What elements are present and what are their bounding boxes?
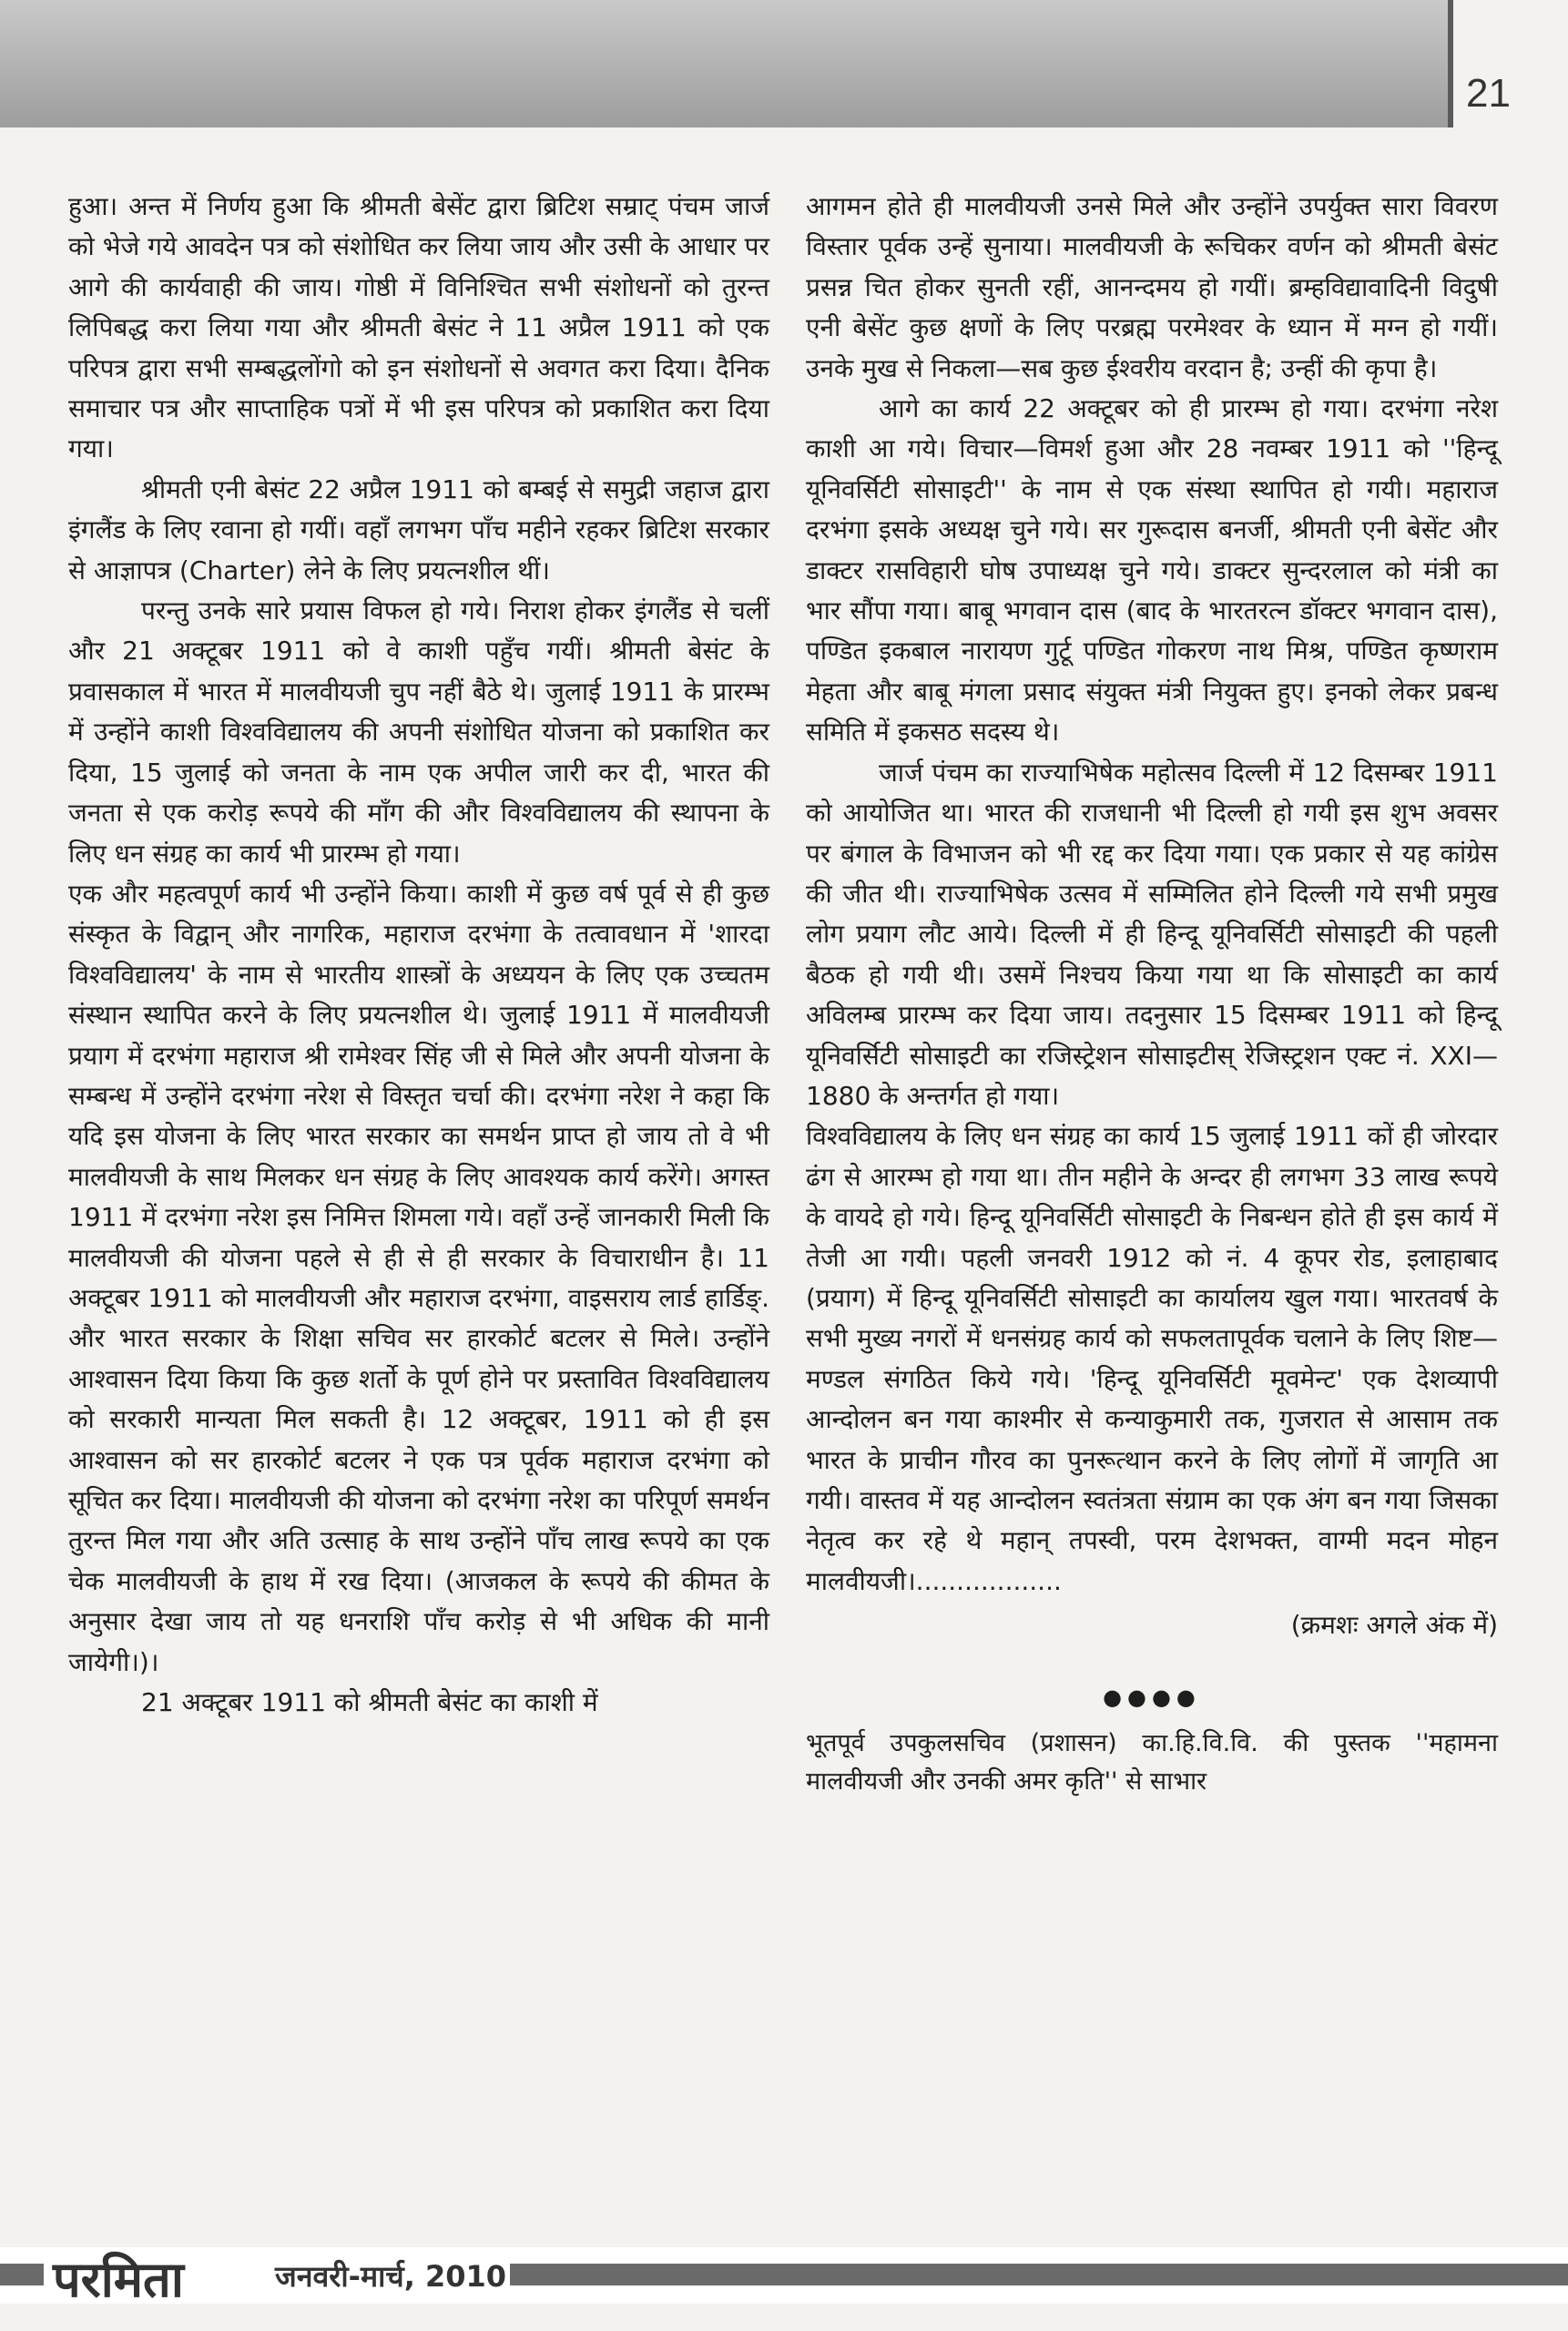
paragraph: विश्वविद्यालय के लिए धन संग्रह का कार्य 15 जुलाई 1911 कों ही जोरदार ढंग से आरम्भ हो गया था। तीन महीने के अन्दर ही लगभग 33 लाख रूपये के वायदे हो गये। हिन्दू यूनिवर्सिटी सोसाइटी के निबन्धन होते ही इस कार्य में तेजी आ गयी। पहली जनवरी 1912 को नं. 4 कूपर रोड, इलाहाबाद (प्रयाग) में हिन्दू यूनिवर्सिटी सोसाइटी का कार्यालय खुल गया। भारतवर्ष के सभी मुख्य नगरों में धनसंग्रह कार्य को सफलतापूर्वक चलाने के लिए शिष्ट—मण्डल संगठित किये गये। 'हिन्दू यूनिवर्सिटी मूवमेन्ट' एक देशव्यापी आन्दोलन बन गया काश्मीर से कन्याकुमारी तक, गुजरात से आसाम तक भारत के प्राचीन गौरव का पुनरूत्थान करने के लिए लोगों में जागृति आ गयी। वास्तव में यह आन्दोलन स्वतंत्रता संग्राम का एक अंग बन गया जिसका नेतृत्व कर रहे थे महान् तपस्वी, परम देशभक्त, वाग्मी मदन मोहन मालवीयजी।..................	[806, 1121, 1498, 1596]
paragraph: जार्ज पंचम का राज्याभिषेक महोत्सव दिल्ली में 12 दिसम्बर 1911 को आयोजित था। भारत की राजधानी भी दिल्ली हो गयी इस शुभ अवसर पर बंगाल के विभाजन को भी रद्द कर दिया गया। एक प्रकार से यह कांग्रेस की जीत थी। राज्याभिषेक उत्सव में सम्मिलित होने दिल्ली गये सभी प्रमुख लोग प्रयाग लौट आये। दिल्ली में ही हिन्दू यूनिवर्सिटी सोसाइटी की पहली बैठक हो गयी थी। उसमें निश्चय किया गया था कि सोसाइटी का कार्य अविलम्ब प्रारम्भ कर दिया जाय। तदनुसार 15 दिसम्बर 1911 को हिन्दू यूनिवर्सिटी सोसाइटी का रजिस्ट्रेशन सोसाइटीस् रेजिस्ट्रशन एक्ट नं. XXI—1880 के अन्तर्गत हो गया।	[806, 757, 1498, 1111]
continued-note: (क्रमशः अगले अंक में)	[1290, 1610, 1498, 1641]
section-separator: ●●●●	[1103, 1684, 1201, 1710]
paragraph: श्रीमती एनी बेसंट 22 अप्रैल 1911 को बम्बई से समुद्री जहाज द्वारा इंगलैंड के लिए रवाना हो गयीं। वहाँ लगभग पाँच महीने रहकर ब्रिटिश सरकार से आज्ञापत्र (Charter) लेने के लिए प्रयत्नशील थीं।	[68, 473, 769, 585]
paragraph: आगे का कार्य 22 अक्टूबर को ही प्रारम्भ हो गया। दरभंगा नरेश काशी आ गये। विचार—विमर्श हुआ और 28 नवम्बर 1911 को ''हिन्दू यूनिवर्सिटी सोसाइटी'' के नाम से एक संस्था स्थापित हो गयी। महाराज दरभंगा इसके अध्यक्ष चुने गये। सर गुरूदास बनर्जी, श्रीमती एनी बेसेंट और डाक्टर रासविहारी घोष उपाध्यक्ष चुने गये। डाक्टर सुन्दरलाल को मंत्री का भार सौंपा गया। बाबू भगवान दास (बाद के भारतरत्न डॉक्टर भगवान दास), पण्डित इकबाल नारायण गुर्टू पण्डित गोकरण नाथ मिश्र, पण्डित कृष्णराम मेहता और बाबू मंगला प्रसाद संयुक्त मंत्री नियुक्त हुए। इनको लेकर प्रबन्ध समिति में इकसठ सदस्य थे।	[806, 393, 1498, 748]
right-column	[806, 187, 1498, 1801]
header-divider	[1448, 0, 1453, 127]
page-number: 21	[1466, 71, 1511, 116]
left-column	[68, 187, 769, 1723]
footer-bar-left	[0, 2264, 44, 2285]
paragraph: 21 अक्टूबर 1911 को श्रीमती बेसंट का काशी में	[141, 1687, 598, 1718]
paragraph: आगमन होते ही मालवीयजी उनसे मिले और उन्होंने उपर्युक्त सारा विवरण विस्तार पूर्वक उन्हें सुनाया। मालवीयजी के रूचिकर वर्णन को श्रीमती बेसंट प्रसन्न चित होकर सुनती रहीं, आनन्दमय हो गयीं। ब्रम्हविद्यावादिनी विदुषी एनी बेसेंट कुछ क्षणों के लिए परब्रह्म परमेश्वर के ध्यान में मग्न हो गयीं। उनके मुख से निकला—सब कुछ ईश्वरीय वरदान है; उन्हीं की कृपा है।	[806, 191, 1498, 383]
paragraph: एक और महत्वपूर्ण कार्य भी उन्होंने किया। काशी में कुछ वर्ष पूर्व से ही कुछ संस्कृत के विद्वान् और नागरिक, महाराज दरभंगा के तत्वावधान में 'शारदा विश्वविद्यालय' के नाम से भारतीय शास्त्रों के अध्ययन के लिए एक उच्चतम संस्थान स्थापित करने के लिए प्रयत्नशील थे। जुलाई 1911 में मालवीयजी प्रयाग में दरभंगा महाराज श्री रामेश्वर सिंह जी से मिले और अपनी योजना के सम्बन्ध में उन्होंने दरभंगा नरेश से विस्तृत चर्चा की। दरभंगा नरेश ने कहा कि यदि इस योजना के लिए भारत सरकार का समर्थन प्राप्त हो जाय तो वे भी मालवीयजी के साथ मिलकर धन संग्रह के लिए आवश्यक कार्य करेंगे। अगस्त 1911 में दरभंगा नरेश इस निमित्त शिमला गये। वहाँ उन्हें जानकारी मिली कि मालवीयजी की योजना पहले से ही से ही सरकार के विचाराधीन है। 11 अक्टूबर 1911 को मालवीयजी और महाराज दरभंगा, वाइसराय लार्ड हार्डिङ्. और भारत सरकार के शिक्षा सचिव सर हारकोर्ट बटलर से मिले। उन्होंने आश्वासन दिया किया कि कुछ शर्तो के पूर्ण होने पर प्रस्तावित विश्वविद्यालय को सरकारी मान्यता मिल सकती है। 12 अक्टूबर, 1911 को ही इस आश्वासन को सर हारकोर्ट बटलर ने एक पत्र पूर्वक महाराज दरभंगा को सूचित कर दिया। मालवीयजी की योजना को दरभंगा नरेश का परिपूर्ण समर्थन तुरन्त मिल गया और अति उत्साह के साथ उन्होंने पाँच लाख रूपये का एक चेक मालवीयजी के हाथ में रख दिया। (आजकल के रूपये की कीमत के अनुसार देखा जाय तो यह धनराशि पाँच करोड़ से भी अधिक की मानी जायेगी।)।	[68, 878, 769, 1677]
magazine-name: परमिता	[53, 2251, 184, 2308]
footnote: भूतपूर्व उपकुलसचिव (प्रशासन) का.हि.वि.वि. की पुस्तक ''महामना मालवीयजी और उनकी अमर कृति'' से साभार	[806, 1729, 1498, 1797]
header-band	[0, 0, 1448, 127]
issue-date: जनवरी-मार्च, 2010	[275, 2259, 507, 2294]
paragraph: परन्तु उनके सारे प्रयास विफल हो गये। निराश होकर इंगलैंड से चलीं और 21 अक्टूबर 1911 को वे काशी पहुँच गयीं। श्रीमती बेसंट के प्रवासकाल में भारत में मालवीयजी चुप नहीं बैठे थे। जुलाई 1911 के प्रारम्भ में उन्होंने काशी विश्वविद्यालय की अपनी संशोधित योजना को प्रकाशित कर दिया, 15 जुलाई को जनता के नाम एक अपील जारी कर दी, भारत की जनता से एक करोड़ रूपये की माँग की और विश्वविद्यालय की स्थापना के लिए धन संग्रह का कार्य भी प्रारम्भ हो गया।	[68, 595, 769, 869]
footer-bar-right	[510, 2264, 1568, 2285]
paragraph: हुआ। अन्त में निर्णय हुआ कि श्रीमती बेसेंट द्वारा ब्रिटिश सम्राट् पंचम जार्ज को भेजे गये आवदेन पत्र को संशोधित कर लिया जाय और उसी के आधार पर आगे की कार्यवाही की जाय। गोष्ठी में विनिश्चित सभी संशोधनों को तुरन्त लिपिबद्ध करा लिया गया और श्रीमती बेसंट ने 11 अप्रैल 1911 को एक परिपत्र द्वारा सभी सम्बद्धलोंगो को इन संशोधनों से अवगत करा दिया। दैनिक समाचार पत्र और साप्ताहिक पत्रों में भी इस परिपत्र को प्रकाशित करा दिया गया।	[68, 191, 769, 464]
